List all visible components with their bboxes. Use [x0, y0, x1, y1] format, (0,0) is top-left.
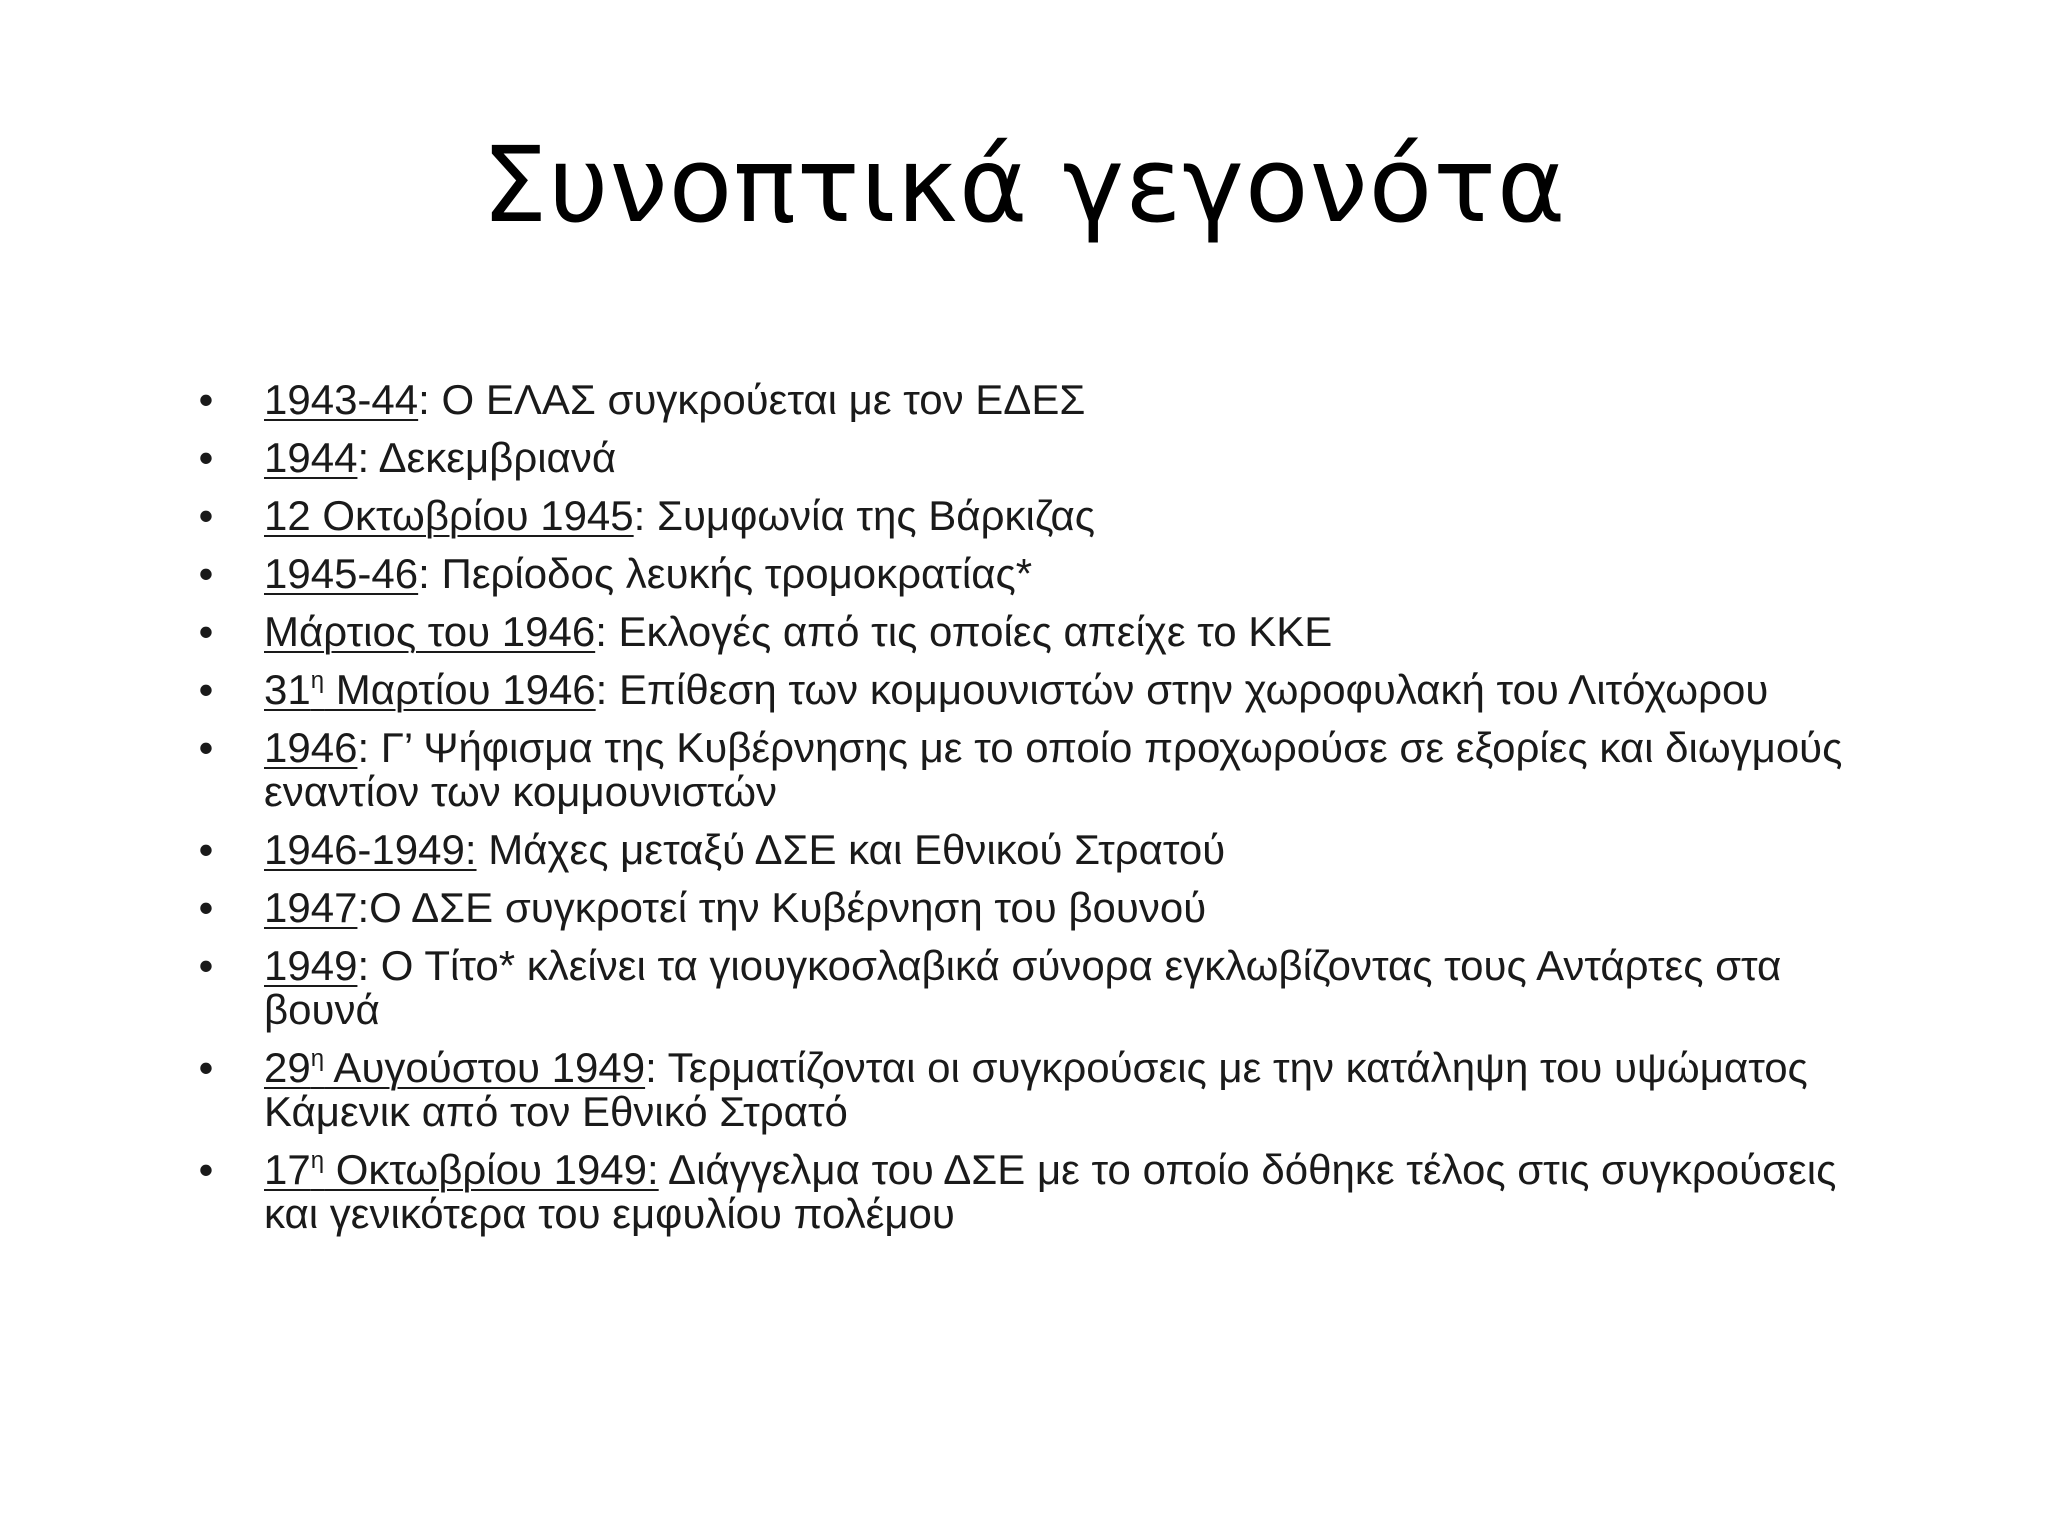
ordinal-suffix: η: [310, 1045, 325, 1072]
event-item: [196, 726, 1896, 814]
bullet-icon: •: [198, 376, 214, 423]
event-item: [196, 552, 1896, 596]
ordinal-suffix: η: [310, 1147, 325, 1174]
bullet-icon: •: [198, 434, 214, 481]
bullet-icon: •: [198, 1044, 214, 1091]
event-description: Μάχες μεταξύ ΔΣΕ και Εθνικού Στρατού: [476, 826, 1226, 873]
event-description: Εκλογές από τις οποίες απείχε το ΚΚΕ: [606, 608, 1333, 655]
event-date: Μάρτιος του 1946: [264, 608, 596, 655]
bullet-icon: •: [198, 942, 214, 989]
event-date: $29^\eta$ Αυγούστου 1949: [264, 1044, 646, 1091]
date-separator: :: [357, 942, 370, 989]
date-separator: :: [595, 608, 607, 655]
bullet-icon: •: [198, 492, 214, 539]
event-item: [196, 378, 1896, 422]
event-description: Περίοδος λευκής τρομοκρατίας*: [429, 550, 1033, 597]
event-item: [196, 828, 1896, 872]
event-date: 1944: [264, 434, 358, 481]
event-description: Επίθεση των κομμουνιστών στην χωροφυλακή του Λιτόχωρου: [607, 666, 1769, 713]
event-description: Διάγγελμα του ΔΣΕ με το οποίο δόθηκε τέλος στις συγκρούσεις και γενικότερα του εμφυλίου πολέμου: [264, 1146, 1837, 1237]
event-date: 1949: [264, 942, 358, 989]
event-description: Ο ΔΣΕ συγκροτεί την Κυβέρνηση του βουνού: [369, 884, 1207, 931]
event-date: 1947: [264, 884, 358, 931]
bullet-icon: •: [198, 666, 214, 713]
event-description: Ο Τίτο* κλείνει τα γιουγκοσλαβικά σύνορα εγκλωβίζοντας τους Αντάρτες στα βουνά: [264, 942, 1782, 1033]
bullet-icon: •: [198, 884, 214, 931]
date-separator: :: [645, 1044, 657, 1091]
events-list: [196, 378, 1896, 1250]
bullet-icon: •: [198, 608, 214, 655]
event-date: 1946-1949:: [264, 826, 477, 873]
date-separator: :: [357, 724, 370, 771]
event-item: [196, 1046, 1896, 1134]
event-item: [196, 668, 1896, 712]
event-item: [196, 886, 1896, 930]
event-date: 1943-44: [264, 376, 419, 423]
event-date: 1945-46: [264, 550, 419, 597]
event-item: [196, 494, 1896, 538]
event-date: $17^\eta$ Οκτωβρίου 1949:: [264, 1146, 659, 1193]
event-date: 1946: [264, 724, 358, 771]
bullet-icon: •: [198, 724, 214, 771]
slide-title: Συνοπτικά γεγονότα: [481, 124, 1567, 246]
date-separator: :: [633, 492, 646, 539]
event-item: [196, 944, 1896, 1032]
event-date: $31^\eta$ Μαρτίου 1946: [264, 666, 596, 713]
event-description: Δεκεμβριανά: [369, 434, 617, 481]
event-item: [196, 610, 1896, 654]
event-description: Ο ΕΛΑΣ συγκρούεται με τον ΕΔΕΣ: [429, 376, 1086, 423]
date-separator: :: [595, 666, 608, 713]
bullet-icon: •: [198, 1146, 214, 1193]
event-item: [196, 1148, 1896, 1236]
event-description: Συμφωνία της Βάρκιζας: [645, 492, 1096, 539]
date-separator: :: [418, 550, 430, 597]
event-item: [196, 436, 1896, 480]
bullet-icon: •: [198, 550, 214, 597]
event-description: Γ’ Ψήφισμα της Κυβέρνησης με το οποίο προχωρούσε σε εξορίες και διωγμούς εναντίον των κομμουνιστών: [264, 724, 1843, 815]
date-separator: :: [357, 434, 370, 481]
date-separator: :: [418, 376, 430, 423]
date-separator: :: [357, 884, 370, 931]
bullet-icon: •: [198, 826, 214, 873]
ordinal-suffix: η: [310, 667, 325, 694]
event-description: Τερματίζονται οι συγκρούσεις με την κατάληψη του υψώματος Κάμενικ από τον Εθνικό Στρατό: [264, 1044, 1808, 1135]
event-date: 12 Οκτωβρίου 1945: [264, 492, 634, 539]
